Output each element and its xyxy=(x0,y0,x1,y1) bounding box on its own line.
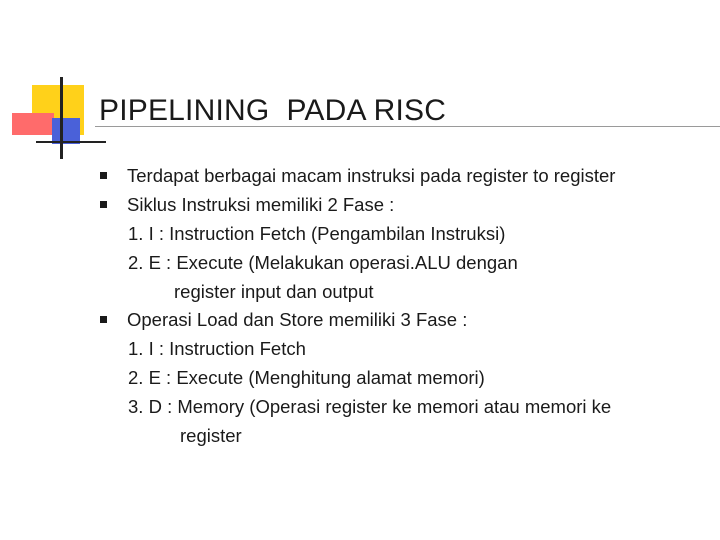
sub-item-text: 1. I : Instruction Fetch xyxy=(128,338,306,359)
bullet-square-icon xyxy=(100,316,107,323)
sub-item-continuation: register input dan output xyxy=(174,281,374,302)
sub-item-text: 2. E : Execute (Melakukan operasi.ALU dengan xyxy=(128,252,518,273)
decor-vertical-line xyxy=(60,77,63,159)
slide-title: PIPELINING PADA RISC xyxy=(99,94,447,127)
bullet-text: Operasi Load dan Store memiliki 3 Fase : xyxy=(127,309,468,330)
bullet-square-icon xyxy=(100,201,107,208)
sub-item-text: 2. E : Execute (Menghitung alamat memori) xyxy=(128,367,485,388)
sub-item-continuation: register xyxy=(180,425,242,446)
bullet-text: Siklus Instruksi memiliki 2 Fase : xyxy=(127,194,395,215)
sub-item-text: 1. I : Instruction Fetch (Pengambilan Instruksi) xyxy=(128,223,506,244)
decor-horizontal-line xyxy=(36,141,106,143)
decor-red-rectangle xyxy=(12,113,54,135)
bullet-square-icon xyxy=(100,172,107,179)
bullet-text: Terdapat berbagai macam instruksi pada register to register xyxy=(127,165,616,186)
sub-item-text: 3. D : Memory (Operasi register ke memori atau memori ke xyxy=(128,396,612,417)
